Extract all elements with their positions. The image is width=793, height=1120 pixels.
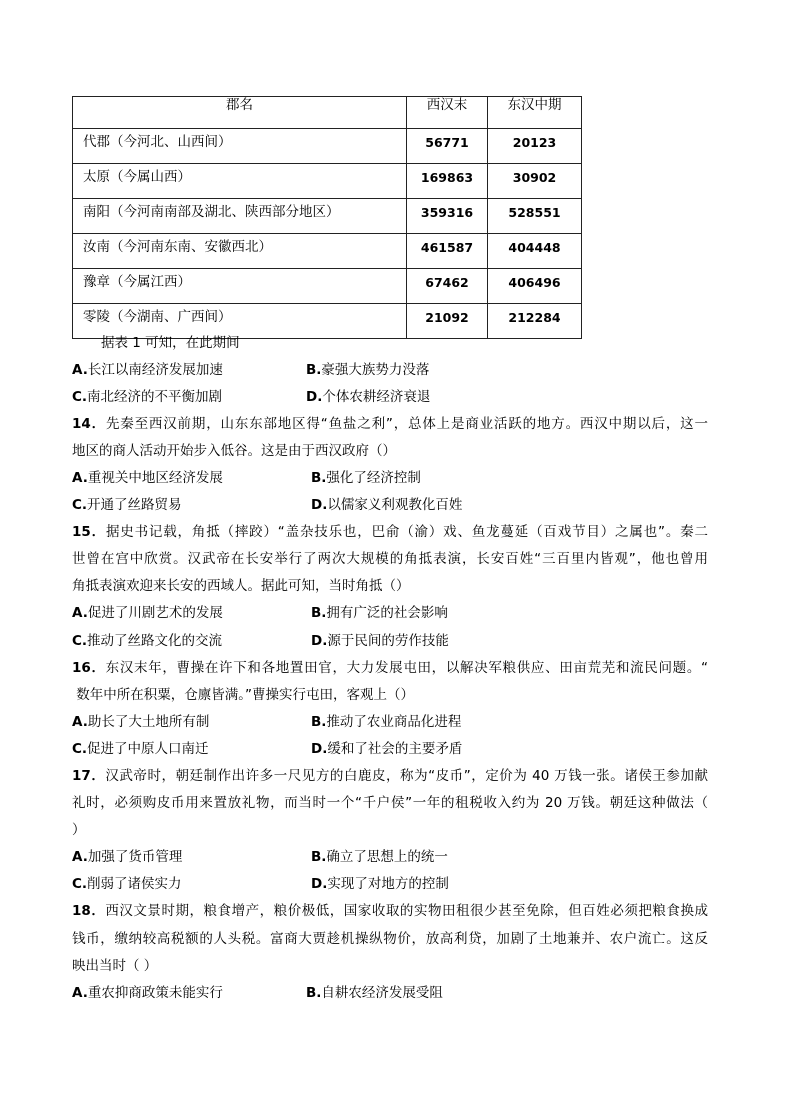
question-number: 17． <box>72 768 106 784</box>
option-c <box>72 492 182 519</box>
table-row <box>73 129 582 164</box>
col-header-commandery: 郡名 <box>73 97 407 129</box>
option-text: 促进了川剧艺术的发展 <box>87 605 223 622</box>
western-han-value: 67462 <box>407 269 488 304</box>
table-row <box>73 164 582 199</box>
option-text: 确立了思想上的统一 <box>326 849 448 866</box>
option-text: 助长了大土地所有制 <box>87 713 210 730</box>
question-number: 15． <box>72 524 106 541</box>
option-a <box>72 980 223 1007</box>
question-18-line: 映出当时（ ） <box>72 957 158 974</box>
options-row <box>72 844 708 871</box>
options-row <box>72 871 708 898</box>
western-han-value: 21092 <box>407 304 488 339</box>
question-text: 先秦至西汉前期，山东东部地区得“鱼盐之利”，总体上是商业活跃的地方。西汉中期以后，这一 <box>105 415 708 432</box>
option-letter: A. <box>72 605 88 622</box>
option-letter: B. <box>311 849 327 866</box>
commandery-name: 零陵（今湖南、广西间） <box>73 304 407 339</box>
eastern-han-value: 30902 <box>488 164 582 199</box>
option-text: 重农抑商政策未能实行 <box>87 984 223 1001</box>
option-letter: B. <box>306 361 322 378</box>
table-row <box>73 269 582 304</box>
option-text: 南北经济的不平衡加剧 <box>87 388 223 405</box>
option-letter: A. <box>72 984 88 1001</box>
option-letter: D. <box>306 388 323 405</box>
option-a <box>72 844 182 871</box>
option-d <box>311 492 462 519</box>
option-letter: D. <box>311 876 328 893</box>
option-b <box>306 980 443 1007</box>
option-letter: D. <box>311 740 328 757</box>
option-letter: A. <box>72 469 88 486</box>
commandery-name: 代郡（今河北、山西间） <box>73 129 407 164</box>
option-b <box>311 600 448 627</box>
option-text: 重视关中地区经济发展 <box>87 469 223 486</box>
western-han-value: 56771 <box>407 129 488 164</box>
options-row <box>72 357 708 384</box>
option-text: 开通了丝路贸易 <box>87 497 182 514</box>
western-han-value: 461587 <box>407 234 488 269</box>
option-a <box>72 600 223 627</box>
population-table <box>72 96 582 339</box>
option-text: 以儒家义利观教化百姓 <box>327 497 463 514</box>
options-row <box>72 465 708 492</box>
option-b <box>306 357 429 384</box>
eastern-han-value: 404448 <box>488 234 582 269</box>
option-c <box>72 736 209 763</box>
question-13-stem: 据表 1 可知，在此期间 <box>101 334 240 351</box>
option-letter: D. <box>311 497 328 514</box>
option-b <box>311 844 448 871</box>
option-letter: C. <box>72 740 88 757</box>
option-text: 强化了经济控制 <box>326 469 421 486</box>
question-number: 16． <box>72 659 106 676</box>
option-d <box>311 871 449 898</box>
question-17-line: ） <box>72 822 86 839</box>
options-row <box>72 492 708 519</box>
option-letter: B. <box>311 469 327 486</box>
options-row <box>72 384 708 411</box>
option-letter: B. <box>311 605 327 622</box>
option-text: 促进了中原人口南迁 <box>87 740 209 757</box>
option-c <box>72 628 222 655</box>
option-text: 缓和了社会的主要矛盾 <box>327 740 463 757</box>
eastern-han-value: 212284 <box>488 304 582 339</box>
option-d <box>311 628 449 655</box>
option-b <box>311 709 461 736</box>
question-text: 西汉文景时期，粮食增产，粮价极低，国家收取的实物田租很少甚至免除，但百姓必须把粮食换成 <box>105 903 708 920</box>
option-text: 削弱了诸侯实力 <box>87 876 182 893</box>
commandery-name: 南阳（今河南南部及湖北、陕西部分地区） <box>73 199 407 234</box>
option-letter: D. <box>311 632 328 649</box>
options-row <box>72 980 708 1007</box>
question-text: 汉武帝时，朝廷制作出许多一尺见方的白鹿皮，称为“皮币”，定价为 40 万钱一张。诸侯王参加献 <box>105 768 708 784</box>
question-16-line <box>72 655 708 682</box>
option-d <box>306 384 430 411</box>
option-b <box>311 465 421 492</box>
option-letter: B. <box>306 984 322 1001</box>
question-14-line: 地区的商人活动开始步入低谷。这是由于西汉政府（） <box>72 442 396 459</box>
questions-area <box>72 330 708 1007</box>
options-row <box>72 600 708 627</box>
question-number: 18． <box>72 903 106 920</box>
option-text: 加强了货币管理 <box>87 849 183 866</box>
options-row <box>72 628 708 655</box>
commandery-name: 太原（今属山西） <box>73 164 407 199</box>
table-row <box>73 234 582 269</box>
option-text: 拥有广泛的社会影响 <box>326 605 448 622</box>
question-15-line: 世曾在宫中欣赏。汉武帝在长安举行了两次大规模的角抵表演，长安百姓“三百里内皆观”，他也曾用 <box>72 551 708 568</box>
question-17-line: 礼时，必须购皮币用来置放礼物，而当时一个“千户侯”一年的租税收入约为 20 万钱。朝廷这种做法（ <box>72 795 708 812</box>
question-17-line <box>72 763 708 790</box>
options-row <box>72 736 708 763</box>
option-letter: A. <box>72 713 88 730</box>
option-text: 推动了丝路文化的交流 <box>87 632 223 649</box>
option-a <box>72 357 223 384</box>
option-letter: C. <box>72 497 88 514</box>
col-header-western-han-end: 西汉末 <box>407 97 488 129</box>
eastern-han-value: 406496 <box>488 269 582 304</box>
question-18-line: 钱币，缴纳较高税额的人头税。富商大贾趁机操纵物价，放高利贷，加剧了土地兼并、农户流亡。这反 <box>72 930 708 947</box>
option-letter: B. <box>311 713 327 730</box>
option-letter: A. <box>72 361 88 378</box>
commandery-name: 豫章（今属江西） <box>73 269 407 304</box>
option-text: 豪强大族势力没落 <box>321 361 430 378</box>
question-text: 东汉末年，曹操在许下和各地置田官，大力发展屯田，以解决军粮供应、田亩荒芜和流民问题。“ <box>105 659 708 676</box>
question-16-line: 数年中所在积粟，仓廪皆满。”曹操实行屯田，客观上（） <box>72 686 415 703</box>
commandery-name: 汝南（今河南东南、安徽西北） <box>73 234 407 269</box>
option-letter: C. <box>72 876 88 893</box>
eastern-han-value: 528551 <box>488 199 582 234</box>
option-letter: A. <box>72 849 88 866</box>
western-han-value: 169863 <box>407 164 488 199</box>
col-header-eastern-han-mid: 东汉中期 <box>488 97 582 129</box>
question-number: 14． <box>72 415 106 432</box>
option-a <box>72 465 223 492</box>
option-text: 推动了农业商品化进程 <box>326 713 462 730</box>
option-letter: C. <box>72 388 88 405</box>
option-letter: C. <box>72 632 88 649</box>
option-c <box>72 871 182 898</box>
options-row <box>72 709 708 736</box>
option-c <box>72 384 222 411</box>
option-d <box>311 736 462 763</box>
question-14-line <box>72 411 708 438</box>
option-text: 源于民间的劳作技能 <box>327 632 449 649</box>
question-text: 据史书记载，角抵（摔跤）“盖杂技乐也，巴俞（渝）戏、鱼龙蔓延（百戏节目）之属也”。秦二 <box>105 524 708 541</box>
table-header-row <box>73 97 582 129</box>
option-text: 个体农耕经济衰退 <box>322 388 431 405</box>
table-row <box>73 199 582 234</box>
option-text: 自耕农经济发展受阻 <box>321 984 443 1001</box>
question-15-line: 角抵表演欢迎来长安的西域人。据此可知，当时角抵（） <box>72 578 410 595</box>
question-15-line <box>72 519 708 546</box>
western-han-value: 359316 <box>407 199 488 234</box>
option-text: 实现了对地方的控制 <box>327 876 449 893</box>
eastern-han-value: 20123 <box>488 129 582 164</box>
question-18-line <box>72 898 708 925</box>
option-a <box>72 709 209 736</box>
option-text: 长江以南经济发展加速 <box>87 361 223 378</box>
